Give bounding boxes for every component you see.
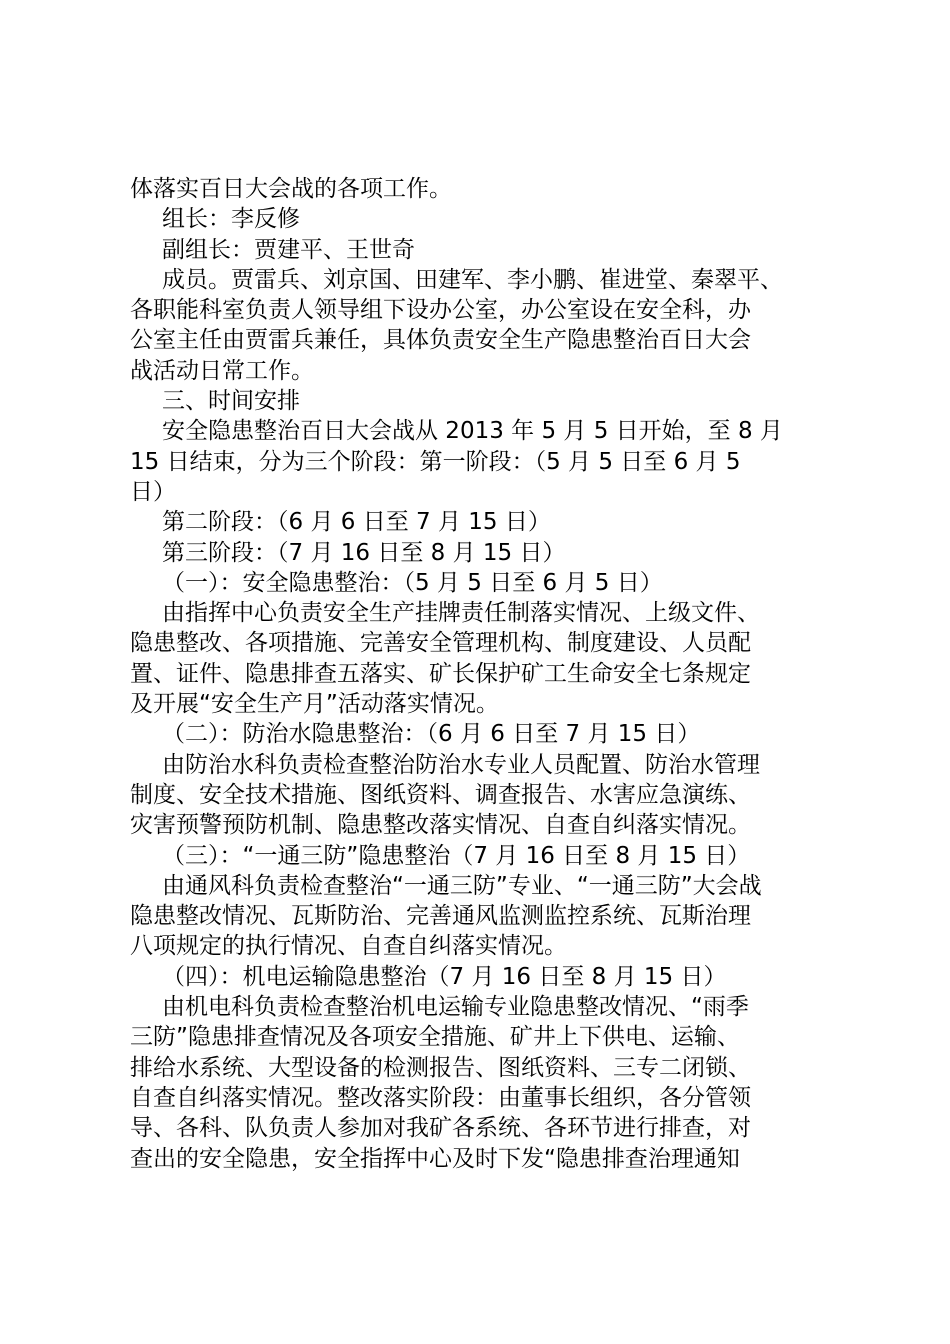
document-line: 隐患整改、各项措施、完善安全管理机构、制度建设、人员配: [130, 630, 751, 657]
document-line: 战活动日常工作。: [130, 357, 314, 384]
document-line: 灾害预警预防机制、隐患整改落实情况、自查自纠落实情况。: [130, 812, 751, 839]
document-line: 副组长：贾建平、王世奇: [162, 236, 415, 263]
document-line: 隐患整改情况、瓦斯防治、完善通风监测监控系统、瓦斯治理: [130, 903, 751, 930]
document-line: 置、证件、隐患排查五落实、矿长保护矿工生命安全七条规定: [130, 660, 751, 687]
document-line: 排给水系统、大型设备的检测报告、图纸资料、三专二闭锁、: [130, 1054, 751, 1081]
document-line: 日）: [130, 478, 176, 505]
document-line: 第三阶段：（7 月 16 日至 8 月 15 日）: [162, 539, 566, 566]
document-body: [130, 174, 850, 1174]
document-line: 由防治水科负责检查整治防治水专业人员配置、防治水管理: [162, 751, 760, 778]
document-line: （四）：机电运输隐患整治（7 月 16 日至 8 月 15 日）: [162, 963, 727, 990]
document-line: 查出的安全隐患，安全指挥中心及时下发“隐患排查治理通知: [130, 1145, 740, 1172]
document-line: 各职能科室负责人领导组下设办公室，办公室设在安全科，办: [130, 297, 751, 324]
document-line: 安全隐患整治百日大会战从 2013 年 5 月 5 日开始，至 8 月: [162, 418, 783, 445]
document-line: 体落实百日大会战的各项工作。: [130, 176, 452, 202]
document-line: 公室主任由贾雷兵兼任，具体负责安全生产隐患整治百日大会: [130, 327, 751, 354]
document-line: 15 日结束，分为三个阶段：第一阶段：（5 月 5 日至 6 月 5: [130, 448, 741, 475]
document-line: 自查自纠落实情况。整改落实阶段：由董事长组织，各分管领: [130, 1084, 751, 1111]
document-line: 由机电科负责检查整治机电运输专业隐患整改情况、“雨季: [162, 994, 749, 1021]
document-line: 组长：李反修: [162, 206, 300, 233]
document-line: （一）：安全隐患整治：（5 月 5 日至 6 月 5 日）: [162, 569, 663, 596]
document-line: （二）：防治水隐患整治：（6 月 6 日至 7 月 15 日）: [162, 721, 701, 748]
document-line: 导、各科、队负责人参加对我矿各系统、各环节进行排查，对: [130, 1115, 751, 1142]
document-line: 由指挥中心负责安全生产挂牌责任制落实情况、上级文件、: [162, 600, 760, 627]
document-line: 及开展“安全生产月”活动落实情况。: [130, 691, 499, 718]
document-line: 由通风科负责检查整治“一通三防”专业、“一通三防”大会战: [162, 872, 762, 899]
document-line: 三、时间安排: [162, 388, 300, 415]
document-line: （三）：“一通三防”隐患整治（7 月 16 日至 8 月 15 日）: [162, 842, 751, 869]
document-line: 第二阶段：（6 月 6 日至 7 月 15 日）: [162, 509, 551, 536]
document-line: 八项规定的执行情况、自查自纠落实情况。: [130, 933, 567, 960]
document-line: 制度、安全技术措施、图纸资料、调查报告、水害应急演练、: [130, 781, 751, 808]
document-line: 三防”隐患排查情况及各项安全措施、矿井上下供电、运输、: [130, 1024, 740, 1051]
document-line: 成员。贾雷兵、刘京国、田建军、李小鹏、崔进堂、秦翠平、: [162, 266, 783, 293]
